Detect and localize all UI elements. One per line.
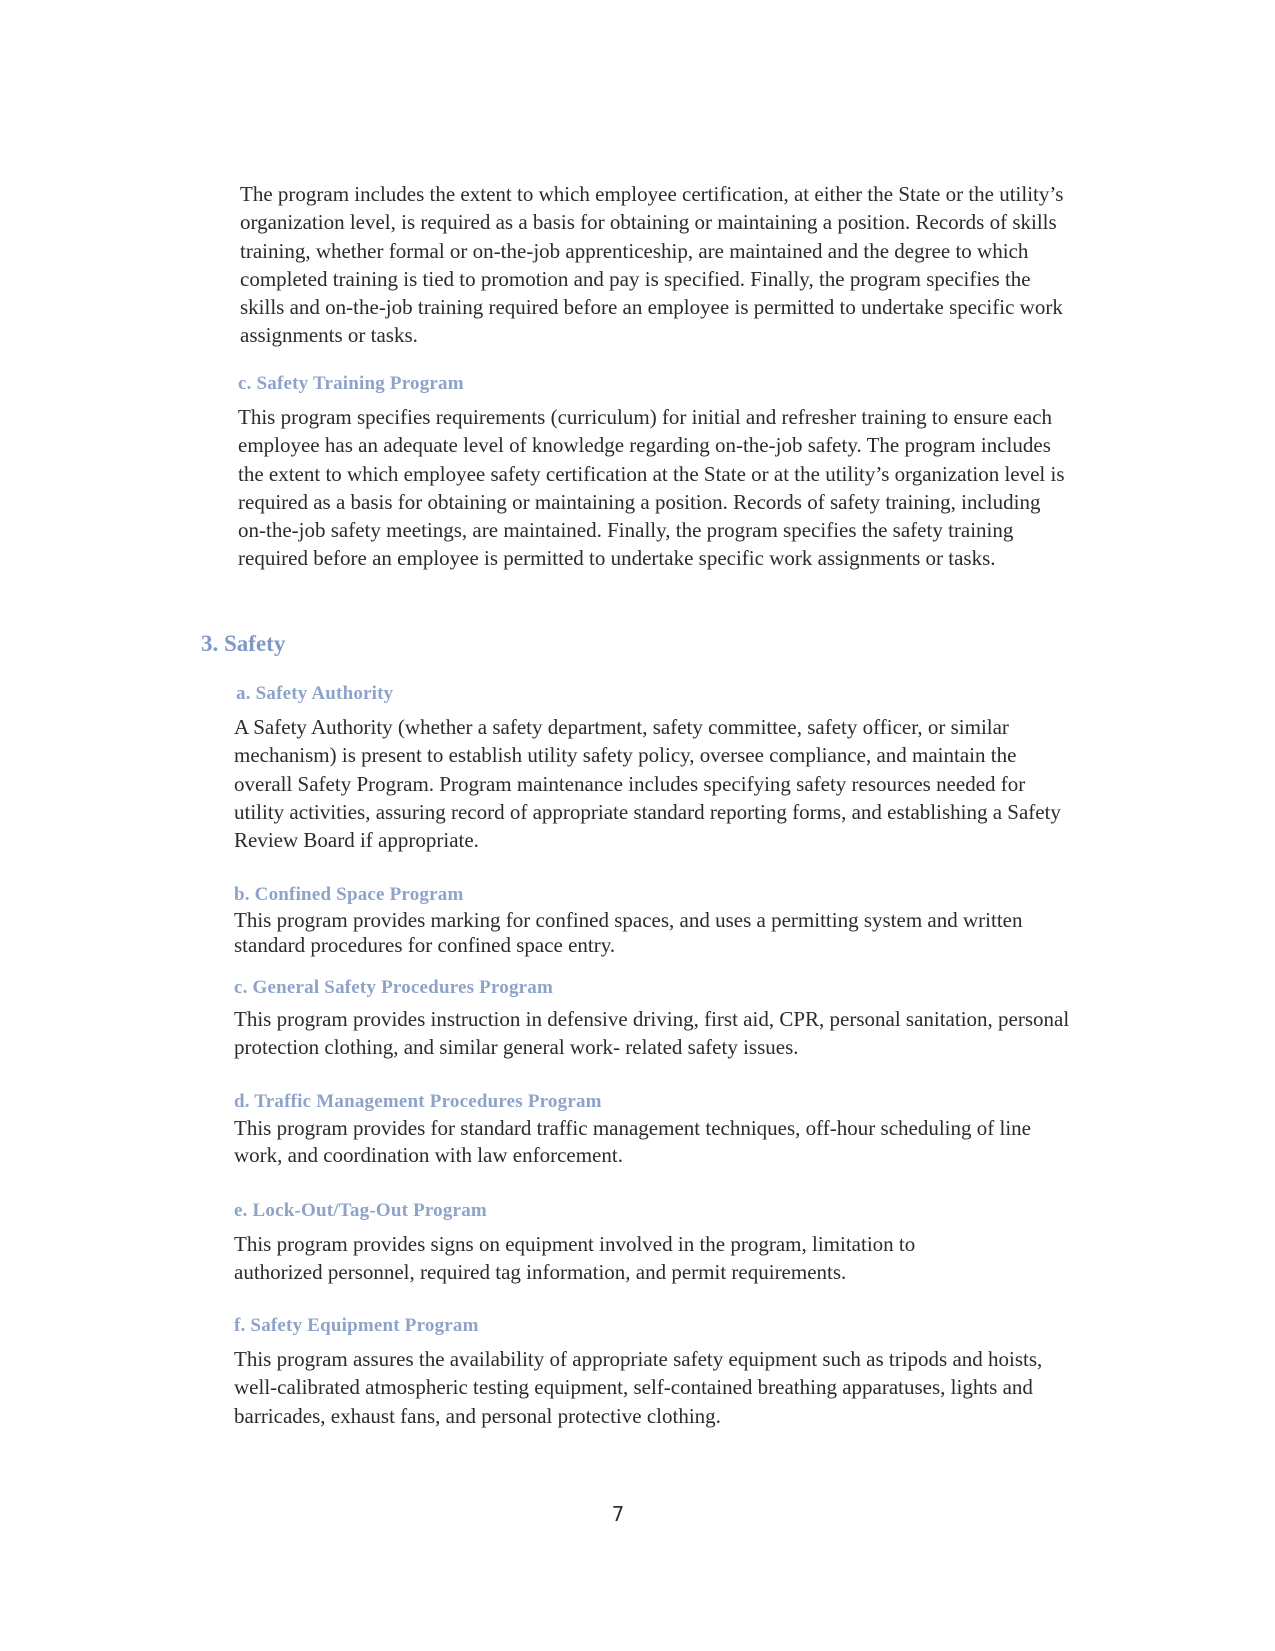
- safety-equipment-body: This program assures the availability of appropriate safety equipment such as tripods and hoists, well-calibrated atmospheric testing equipment, self-contained breathing apparatuses, lights and barricades, exhaust fans, and personal protective clothing.: [234, 1347, 1043, 1428]
- confined-space-body: This program provides marking for confined spaces, and uses a permitting system and written standard procedures for confined space entry.: [234, 908, 1023, 957]
- general-safety-heading: c. General Safety Procedures Program: [234, 977, 554, 998]
- intro-paragraph: The program includes the extent to which employee certification, at either the State or the utility’s organization level, is required as a basis for obtaining or maintaining a position. Records of skills training, whether formal or on-the-job apprenticeship, are maintained and the degree to which completed training is tied to promotion and pay is specified. Finally, the program specifies the skills and on-the-job training required before an employee is permitted to undertake specific work assignments or tasks.: [240, 182, 1064, 348]
- safety-training-heading: c. Safety Training Program: [238, 373, 464, 394]
- traffic-management-heading: d. Traffic Management Procedures Program: [234, 1091, 602, 1112]
- lockout-tagout-heading: e. Lock-Out/Tag-Out Program: [234, 1200, 487, 1221]
- section-safety-heading: 3. Safety: [201, 631, 286, 656]
- safety-training-body: This program specifies requirements (curriculum) for initial and refresher training to ensure each employee has an adequate level of knowledge regarding on-the-job safety. The program includes the extent to which employee safety certification at the State or at the utility’s organization level is required as a basis for obtaining or maintaining a position. Records of safety training, including on-the-job safety meetings, are maintained. Finally, the program specifies the safety training required before an employee is permitted to undertake specific work assignments or tasks.: [238, 405, 1065, 571]
- page-number: 7: [611, 1502, 625, 1526]
- safety-authority-body: A Safety Authority (whether a safety department, safety committee, safety officer, or similar mechanism) is present to establish utility safety policy, oversee compliance, and maintain the overall Safety Program. Program maintenance includes specifying safety resources needed for utility activities, assuring record of appropriate standard reporting forms, and establishing a Safety Review Board if appropriate.: [234, 715, 1061, 853]
- confined-space-heading: b. Confined Space Program: [234, 884, 464, 905]
- safety-authority-heading: a. Safety Authority: [236, 683, 394, 704]
- safety-equipment-heading: f. Safety Equipment Program: [234, 1315, 479, 1336]
- lockout-tagout-body: This program provides signs on equipment involved in the program, limitation to authorized personnel, required tag information, and permit requirements.: [234, 1232, 916, 1285]
- traffic-management-body: This program provides for standard traffic management techniques, off-hour scheduling of line work, and coordination with law enforcement.: [234, 1116, 1031, 1167]
- general-safety-body: This program provides instruction in defensive driving, first aid, CPR, personal sanitation, personal protection clothing, and similar general work- related safety issues.: [234, 1007, 1070, 1060]
